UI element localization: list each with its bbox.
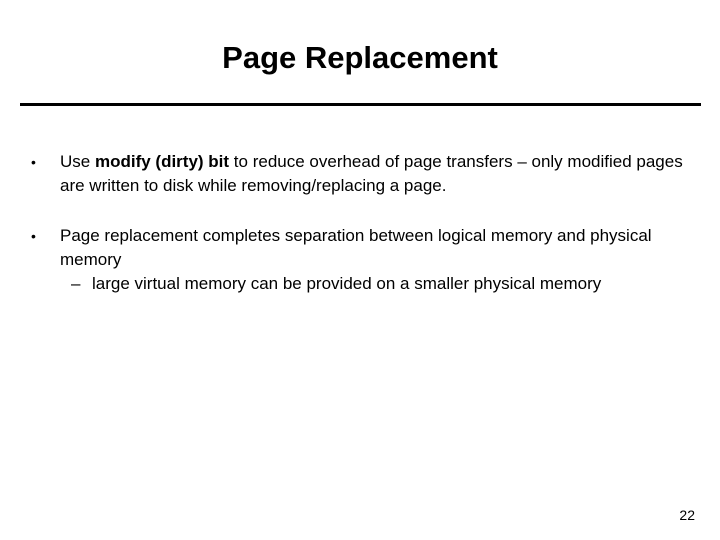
- sub-bullet-text: large virtual memory can be provided on a smaller physical memory: [92, 274, 602, 293]
- bullet-list: [0, 150, 720, 296]
- bullet-marker: •: [31, 154, 36, 170]
- slide-title: Page Replacement: [222, 40, 498, 75]
- sub-bullet-item: [60, 272, 700, 296]
- bullet-marker: •: [31, 228, 36, 244]
- bullet-text-after: to reduce overhead of page transfers – only modified pages are written to disk while removing/replacing a page.: [60, 152, 683, 195]
- bullet-item-dirty-bit: [0, 150, 700, 198]
- bullet-item-separation: [0, 224, 700, 296]
- bullet-text-bold: modify (dirty) bit: [94, 152, 230, 171]
- sub-bullet-marker: –: [71, 274, 81, 293]
- bullet-text: Page replacement completes separation between logical memory and physical memory: [60, 226, 652, 269]
- bullet-text-before: Use: [60, 152, 95, 171]
- bullet-text: [60, 150, 700, 198]
- page-number: 22: [679, 507, 695, 523]
- title-divider: [20, 103, 701, 106]
